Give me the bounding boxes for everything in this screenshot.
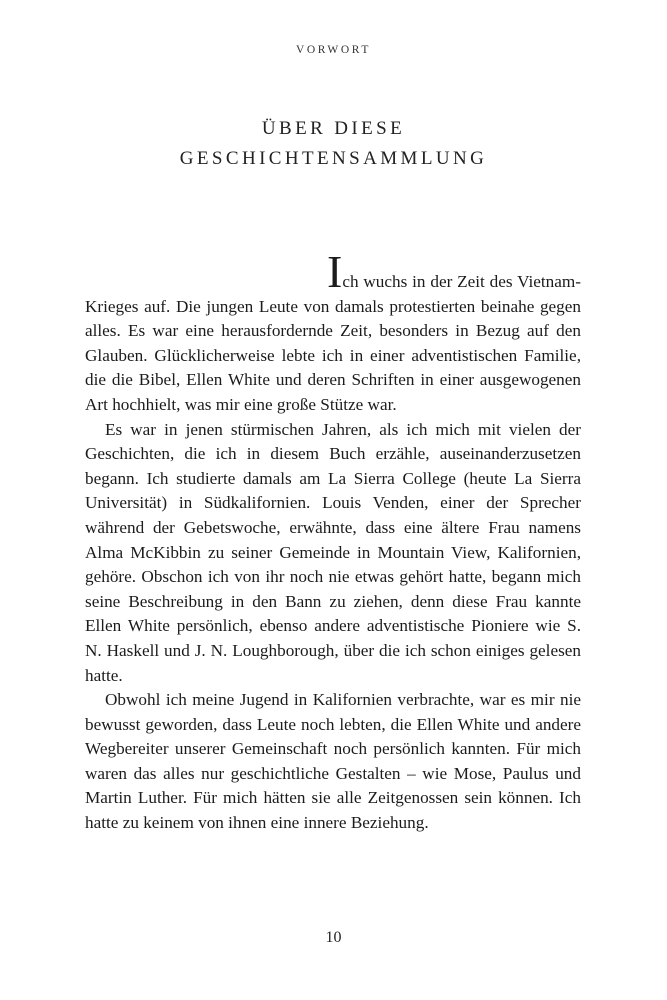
- paragraph-3: Obwohl ich meine Jugend in Kalifornien verbrachte, war es mir nie bewusst geworden, dass Leute noch lebten, die Ellen White und andere Wegbereiter unserer Gemeinschaft noch persönlich kannten. Für mich waren das alles nur geschichtliche Gestalten – wie Mose, Paulus und Martin Luther. Für mich hätten sie alle Zeitgenossen sein können. Ich hatte zu keinem von ihnen eine innere Beziehung.: [85, 690, 581, 833]
- body-text: [85, 246, 581, 836]
- page-number: 10: [325, 929, 342, 946]
- paragraph-1: [85, 246, 581, 418]
- chapter-title-line-1: ÜBER DIESE: [261, 118, 406, 139]
- chapter-title-line-2: GESCHICHTENSAMMLUNG: [179, 148, 488, 169]
- paragraph-1-text: ch wuchs in der Zeit des Vietnam-Krieges auf. Die jungen Leute von damals protestierten beinahe gegen alles. Es war eine herausfordernde Zeit, besonders in Bezug auf den Glauben. Glücklicherweise lebte ich in einer adventistischen Familie, die die Bibel, Ellen White und deren Schriften in einer ausgewogenen Art hochhielt, was mir eine große Stütze war.: [85, 272, 581, 414]
- drop-cap: I: [327, 246, 343, 297]
- running-head: VORWORT: [295, 44, 371, 56]
- paragraph-2: Es war in jenen stürmischen Jahren, als ich mich mit vielen der Geschichten, die ich in diesem Buch erzähle, auseinanderzusetzen begann. Ich studierte damals am La Sierra College (heute La Sierra Universität) in Südkalifornien. Louis Venden, einer der Sprecher während der Gebetswoche, erwähnte, dass eine ältere Frau namens Alma McKibbin zu seiner Gemeinde in Mountain View, Kalifornien, gehöre. Obschon ich von ihr noch nie etwas gehört hatte, begann mich seine Beschreibung in den Bann zu ziehen, denn diese Frau kannte Ellen White persönlich, ebenso andere adventistische Pioniere wie S. N. Haskell und J. N. Loughborough, über die ich schon einiges gelesen hatte.: [85, 419, 581, 685]
- chapter-title: [0, 114, 667, 174]
